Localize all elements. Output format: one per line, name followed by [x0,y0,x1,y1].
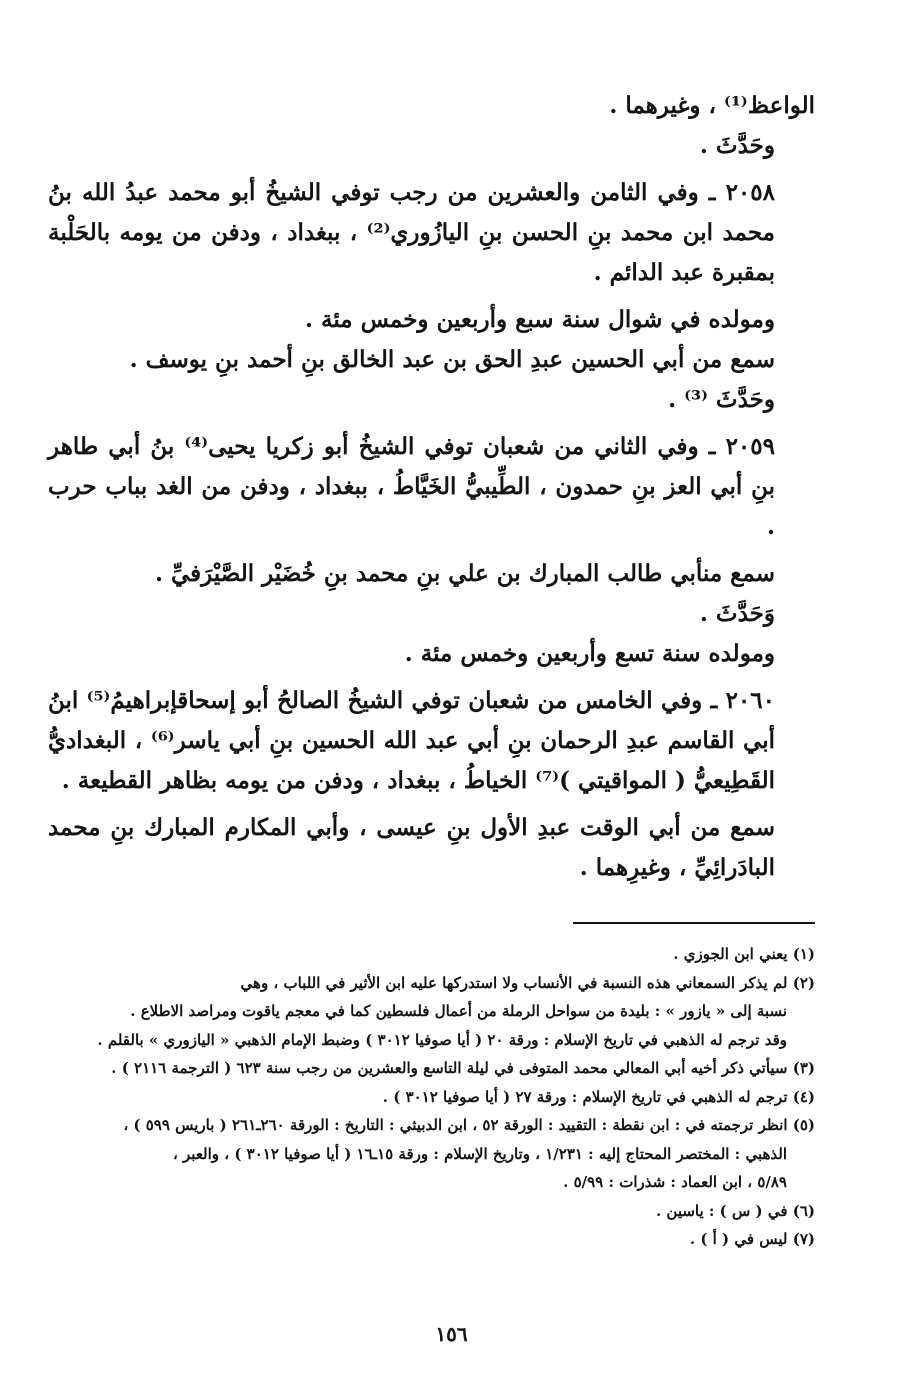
main-text [48,86,815,888]
footnote: (٤) ترجم له الذهبي في تاريخ الإسلام : ورقة ٢٧ ( أيا صوفيا ٣٠١٢ ) . [382,1087,815,1106]
text-line: سمع منأبي طالب المبارك بن علي بنِ محمد بنِ خُضَيْر الصَّيْرَفيِّ . [154,560,775,587]
footnote: ٥/٨٩ ، ابن العماد : شذرات : ٥/٩٩ . [563,1173,787,1191]
text-line: وحَدَّثَ ⁽³⁾ . [668,386,775,413]
footnote: وقد ترجم له الذهبي في تاريخ الإسلام : ورقة ٢٠ ( أيا صوفيا ٣٠١٢ ) وضبط الإمام الذهبي « اليازوري » بالقلم . [97,1030,787,1049]
footnote: نسبة إلى « يازور » : بليدة من سواحل الرملة من أعمال فلسطين كما في معجم ياقوت ومراصد الاطلاع . [130,1002,787,1020]
footnote: (١) يعني ابن الجوزي . [673,945,815,963]
footnote: الذهبي : المختصر المحتاج إليه : ١/٢٣١ ، وتاريخ الإسلام : ورقة ١٥ـ١٦ ( أيا صوفيا ٣٠١٢ ) ، والعبر ، [172,1144,787,1163]
footnote-separator [573,922,815,924]
footnote: (٦) في ( س ) : ياسين . [655,1201,815,1220]
footnote: (٢) لم يذكر السمعاني هذه النسبة في الأنساب ولا استدركها عليه ابن الأثير في اللباب ، وهي [240,973,815,992]
text-line: وَحَدَّثَ . [699,600,775,627]
entry-2059: ٢٠٥٩ ـ وفي الثاني من شعبان توفي الشيخُ أبو زكريا يحيى⁽⁴⁾ بنُ أبي طاهر بنِ أبي العز بنِ حمدون ، الطِّيبيُّ الخَيَّاطُ ، ببغداد ، ودفن من الغد بباب حرب . [48,433,775,540]
text-line: سمع من أبي الوقت عبدِ الأول بنِ عيسى ، وأبي المكارم المبارك بنِ محمد البادَرائِيِّ ، وغيرِهما . [48,814,775,881]
footnotes [48,940,815,1254]
footnote: (٧) ليس في ( أ ) . [689,1230,815,1248]
entry-2058: ٢٠٥٨ ـ وفي الثامن والعشرين من رجب توفي الشيخُ أبو محمد عبدُ الله بنُ محمد ابن محمد بنِ الحسن بنِ اليازُوري⁽²⁾ ، ببغداد ، ودفن من يومه بالحَلْبة بمقبرة عبد الدائم . [48,179,776,286]
text-line: ومولده سنة تسع وأربعين وخمس مئة . [404,640,775,667]
footnote: (٣) سيأتي ذكر أخيه أبي المعالي محمد المتوفى في ليلة التاسع والعشرين من رجب سنة ٦٢٣ ( الترجمة ٢١١٦ ) . [111,1059,815,1077]
text-line: ومولده في شوال سنة سبع وأربعين وخمس مئة . [304,306,775,333]
entry-2060: ٢٠٦٠ ـ وفي الخامس من شعبان توفي الشيخُ الصالحُ أبو إسحاقإبراهيمُ⁽⁵⁾ ابنُ أبي القاسم عبدِ الرحمان بنِ أبي عبد الله الحسين بنِ أبي ياسر⁽⁶⁾ ، البغداديُّ القَطِيعيُّ ( المواقيتي )⁽⁷⁾ الخياطُ ، ببغداد ، ودفن من يومه بظاهر القطيعة . [48,687,775,794]
text-line: الواعظ⁽¹⁾ ، وغيرهما . [609,92,815,119]
page-number: ١٥٦ [435,1322,468,1346]
text-line: وحَدَّثَ . [699,132,775,159]
footnote: (٥) انظر ترجمته في : ابن نقطة : التقييد : الورقة ٥٢ ، ابن الدبيثي : التاريخ : الورقة ٢٦٠ـ٢٦١ ( باريس ٥٩٩ ) ، [123,1116,815,1134]
text-line: سمع من أبي الحسين عبدِ الحق بن عبد الخالق بنِ أحمد بنِ يوسف . [129,346,775,373]
